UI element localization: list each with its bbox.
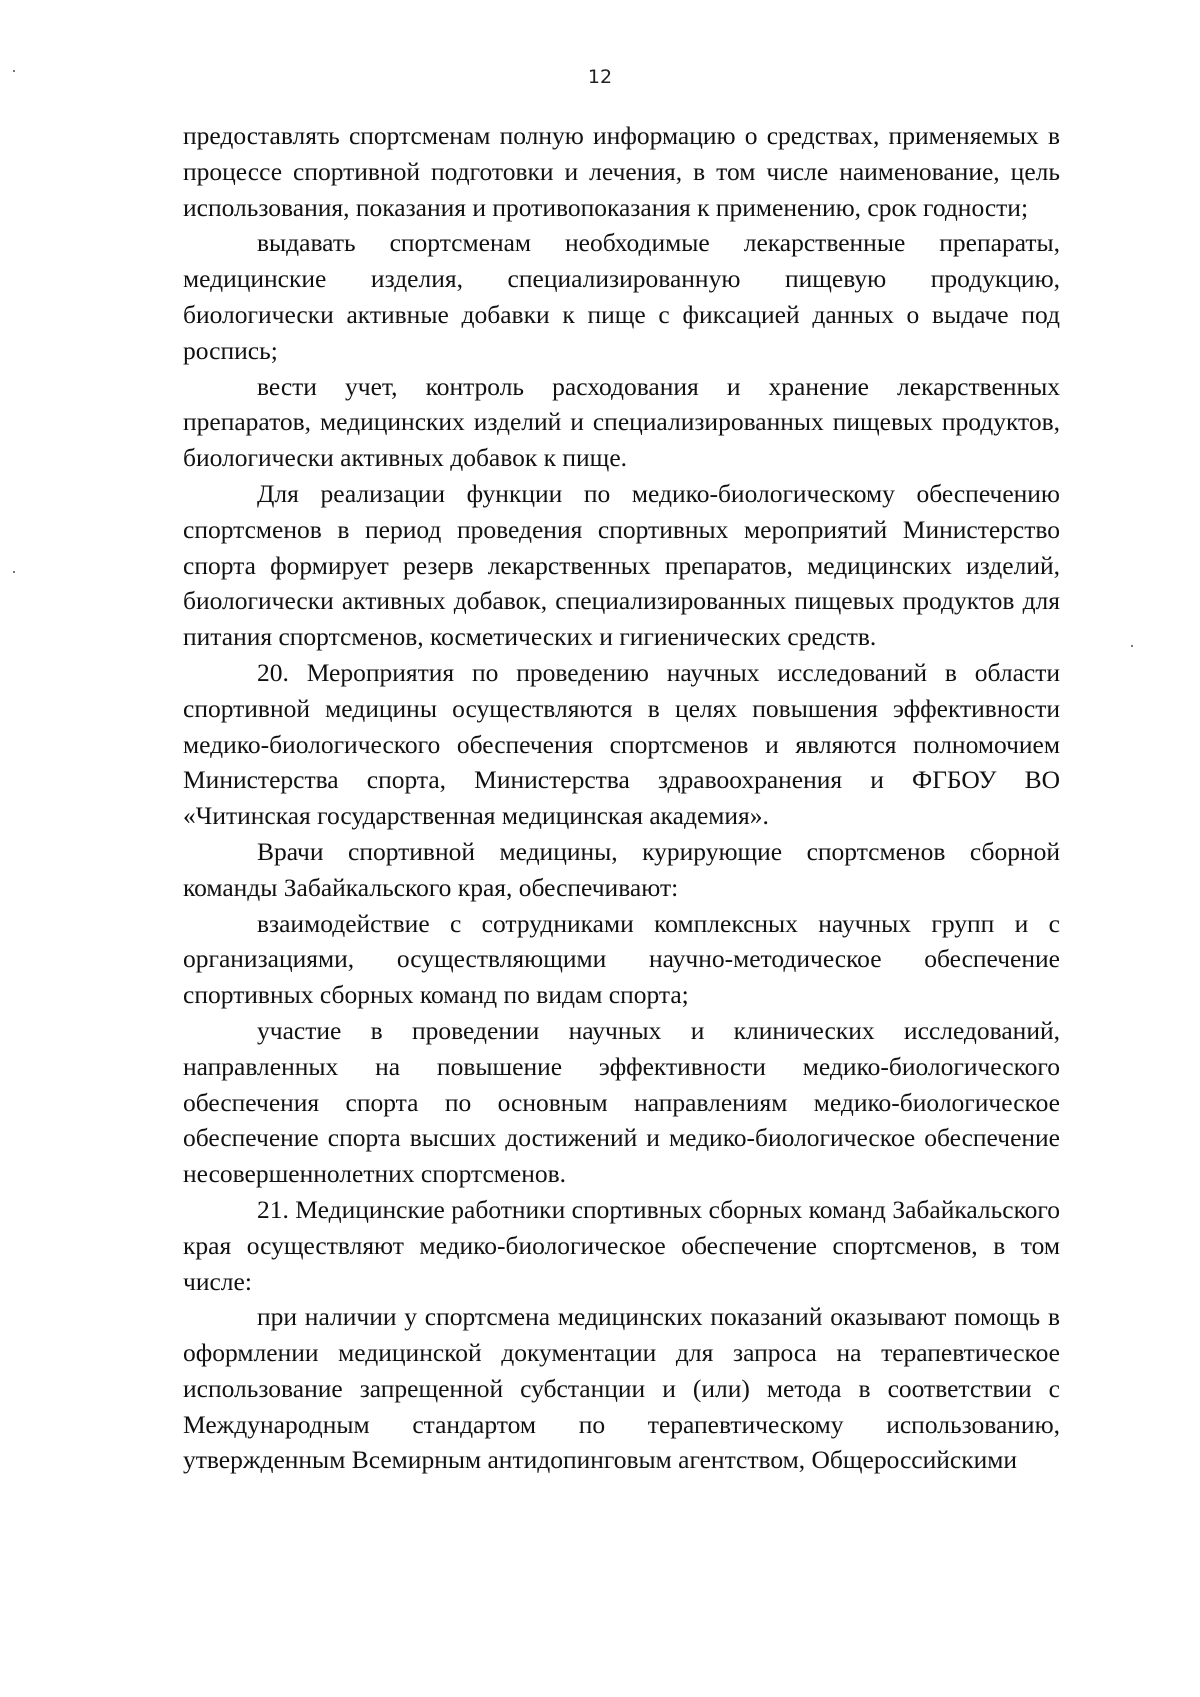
paragraph: взаимодействие с сотрудниками комплексных научных групп и с организациями, осуществляющими научно-методическое обеспечение спортивных сборных команд по видам спорта; bbox=[183, 908, 1060, 1010]
paragraph: Для реализации функции по медико-биологическому обеспечению спортсменов в период проведения спортивных мероприятий Министерство спорта формирует резерв лекарственных препаратов, медицинских изделий, биологически активных добавок, специализированных пищевых продуктов для питания спортсменов, косметических и гигиенических средств. bbox=[183, 478, 1060, 652]
scan-speck bbox=[1131, 645, 1133, 647]
paragraph: 20. Мероприятия по проведению научных исследований в области спортивной медицины осуществляются в целях повышения эффективности медико-биологического обеспечения спортсменов и являются полномочием Министерства спорта, Министерства здравоохранения и ФГБОУ ВО «Читинская государственная медицинская академия». bbox=[183, 657, 1060, 831]
paragraph: выдавать спортсменам необходимые лекарственные препараты, медицинские изделия, специализированную пищевую продукцию, биологически активные добавки к пище с фиксацией данных о выдаче под роспись; bbox=[183, 228, 1060, 365]
paragraph: предоставлять спортсменам полную информацию о средствах, применяемых в процессе спортивной подготовки и лечения, в том числе наименование, цель использования, показания и противопоказания к применению, срок годности; bbox=[183, 121, 1060, 222]
paragraph: 21. Медицинские работники спортивных сборных команд Забайкальского края осуществляют медико-биологическое обеспечение спортсменов, в том числе: bbox=[183, 1194, 1060, 1296]
paragraph: при наличии у спортсмена медицинских показаний оказывают помощь в оформлении медицинской документации для запроса на терапевтическое использование запрещенной субстанции и (или) метода в соответствии с Международным стандартом по терапевтическому использованию, утвержденным Всемирным антидопинговым агентством, Общероссийскими bbox=[183, 1302, 1060, 1475]
page-number: 12 bbox=[587, 66, 613, 88]
scan-speck bbox=[13, 571, 15, 573]
document-body bbox=[183, 118, 1060, 1478]
paragraph: участие в проведении научных и клинических исследований, направленных на повышение эффективности медико-биологического обеспечения спорта по основным направлениям медико-биологическое обеспечение спорта высших достижений и медико-биологическое обеспечение несовершеннолетних спортсменов. bbox=[183, 1015, 1060, 1189]
scan-speck bbox=[13, 70, 15, 72]
paragraph: Врачи спортивной медицины, курирующие спортсменов сборной команды Забайкальского края, обеспечивают: bbox=[183, 836, 1060, 902]
paragraph: вести учет, контроль расходования и хранение лекарственных препаратов, медицинских изделий и специализированных пищевых продуктов, биологически активных добавок к пище. bbox=[183, 371, 1060, 473]
